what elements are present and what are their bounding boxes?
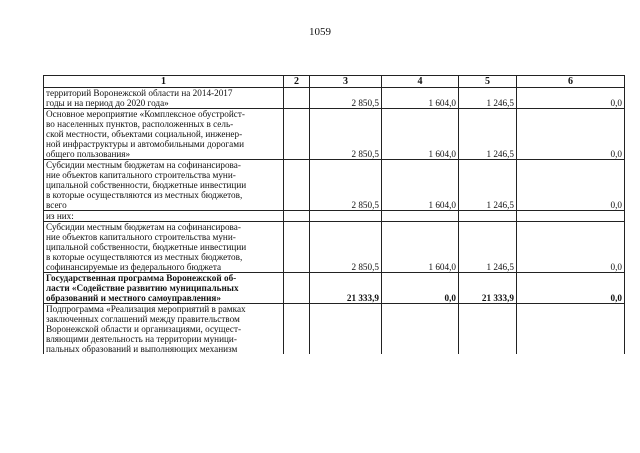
cell-col2 xyxy=(284,160,310,211)
column-header: 5 xyxy=(459,76,517,88)
cell-col2 xyxy=(284,109,310,160)
cell-local xyxy=(517,304,625,355)
cell-federal xyxy=(382,304,459,355)
cell-total xyxy=(310,304,382,355)
table-row xyxy=(44,211,625,222)
header-row xyxy=(44,76,625,88)
cell-federal xyxy=(382,211,459,222)
cell-federal: 1 604,0 xyxy=(382,88,459,109)
cell-local: 0,0 xyxy=(517,222,625,273)
cell-local xyxy=(517,211,625,222)
table-row xyxy=(44,88,625,109)
cell-local: 0,0 xyxy=(517,109,625,160)
row-description: Субсидии местным бюджетам на софинансирова- ние объектов капитального строительства муни- ципальной собственности, бюджетные инвестиции в которые осуществляются из местных бюджетов, софинансируемые из федерального бюджета xyxy=(44,222,284,273)
cell-total: 2 850,5 xyxy=(310,88,382,109)
budget-table xyxy=(43,75,625,354)
table-row xyxy=(44,222,625,273)
cell-total: 21 333,9 xyxy=(310,273,382,304)
cell-total: 2 850,5 xyxy=(310,222,382,273)
cell-federal: 1 604,0 xyxy=(382,160,459,211)
column-header: 6 xyxy=(517,76,625,88)
table-row xyxy=(44,160,625,211)
cell-col2 xyxy=(284,88,310,109)
cell-local: 0,0 xyxy=(517,273,625,304)
cell-federal: 0,0 xyxy=(382,273,459,304)
page-number: 1059 xyxy=(309,26,331,38)
row-description: Государственная программа Воронежской об- ласти «Содействие развитию муниципальных образований и местного самоуправления» xyxy=(44,273,284,304)
cell-regional: 1 246,5 xyxy=(459,160,517,211)
cell-regional: 21 333,9 xyxy=(459,273,517,304)
cell-local: 0,0 xyxy=(517,88,625,109)
cell-col2 xyxy=(284,273,310,304)
column-header: 1 xyxy=(44,76,284,88)
cell-total: 2 850,5 xyxy=(310,160,382,211)
cell-regional: 1 246,5 xyxy=(459,88,517,109)
table-row xyxy=(44,109,625,160)
row-description: Подпрограмма «Реализация мероприятий в рамках заключенных соглашений между правительством Воронежской области и организациями, осущест- вляющими деятельность на территории муници- пальных образований и выполняющих механизм xyxy=(44,304,284,355)
cell-col2 xyxy=(284,222,310,273)
cell-regional: 1 246,5 xyxy=(459,222,517,273)
row-description: Субсидии местным бюджетам на софинансирова- ние объектов капитального строительства муни- ципальной собственности, бюджетные инвестиции в которые осуществляются из местных бюджетов, всего xyxy=(44,160,284,211)
column-header: 2 xyxy=(284,76,310,88)
cell-federal: 1 604,0 xyxy=(382,109,459,160)
cell-federal: 1 604,0 xyxy=(382,222,459,273)
column-header: 4 xyxy=(382,76,459,88)
cell-total: 2 850,5 xyxy=(310,109,382,160)
cell-local: 0,0 xyxy=(517,160,625,211)
table-row xyxy=(44,273,625,304)
row-description: Основное мероприятие «Комплексное обустройст- во населенных пунктов, расположенных в сель- ской местности, объектами социальной, инженер- ной инфраструктуры и автомобильными дорогами общего пользования» xyxy=(44,109,284,160)
row-description: из них: xyxy=(44,211,284,222)
cell-total xyxy=(310,211,382,222)
cell-col2 xyxy=(284,211,310,222)
cell-regional xyxy=(459,211,517,222)
row-description: территорий Воронежской области на 2014-2017 годы и на период до 2020 года» xyxy=(44,88,284,109)
cell-regional: 1 246,5 xyxy=(459,109,517,160)
column-header: 3 xyxy=(310,76,382,88)
cell-col2 xyxy=(284,304,310,355)
table-row xyxy=(44,304,625,355)
cell-regional xyxy=(459,304,517,355)
